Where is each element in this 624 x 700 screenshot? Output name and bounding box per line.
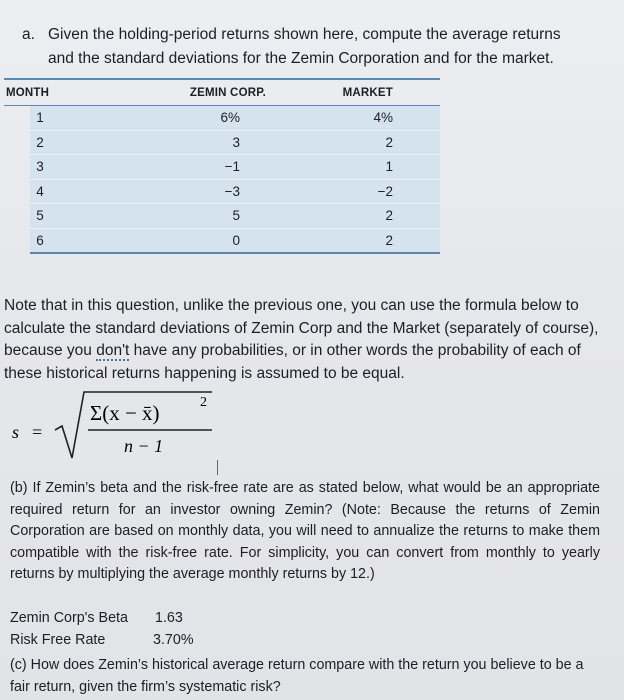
formula-equals: =	[32, 422, 43, 442]
cell-market: 2	[385, 208, 393, 224]
table-row	[30, 154, 440, 179]
cell-month: 1	[36, 110, 44, 126]
table-row	[30, 106, 440, 130]
cell-month: 4	[36, 183, 44, 199]
cell-market: 1	[385, 159, 393, 175]
beta-row	[10, 610, 183, 626]
cell-zemin: 5	[232, 208, 240, 224]
table-body	[30, 106, 440, 254]
table-row	[30, 130, 440, 155]
returns-table	[4, 78, 440, 254]
formula-denominator: n − 1	[124, 436, 164, 456]
cell-zemin: −1	[224, 159, 240, 175]
cell-month: 5	[36, 208, 44, 224]
cell-market: −2	[377, 183, 393, 199]
formula-exponent: 2	[200, 395, 207, 410]
question-a-line1: Given the holding-period returns shown here, compute the average returns	[48, 26, 561, 43]
table-row	[30, 228, 440, 253]
cell-month: 2	[36, 134, 44, 150]
beta-value: 1.63	[155, 610, 183, 626]
std-dev-formula	[12, 388, 232, 468]
table-row	[30, 203, 440, 228]
note-part1: Note that in this question, unlike the previous one, you can use the formula below to calculate the standard deviations of Zemin Corp and the Market (separately of course), because you	[4, 297, 599, 359]
section-c-text: (c) How does Zemin’s historical average return compare with the return you believe to be a fair return, given the firm’s systematic risk?	[10, 657, 584, 695]
question-a	[22, 23, 617, 71]
note-dont: don't	[96, 342, 130, 359]
risk-free-row	[10, 632, 194, 648]
text-cursor	[217, 460, 218, 475]
note-part2: have any probabilities, or in other words the probability of each of these historical returns happening is assumed to be equal.	[4, 342, 581, 382]
question-a-number: a.	[22, 26, 35, 43]
cell-month: 3	[36, 159, 44, 175]
section-b-text: (b) If Zemin’s beta and the risk-free rate are as stated below, what would be an appropriate required return for an investor owning Zemin? (Note: Because the returns of Zemin Corporation are based on monthly data, you will need to annualize the returns to make them compatible with the risk-free rate. For simplicity, you can convert from monthly to yearly returns by multiplying the average monthly returns by 12.)	[10, 480, 600, 583]
table-header	[4, 80, 440, 106]
cell-zemin: 6%	[220, 110, 240, 126]
cell-market: 2	[385, 134, 393, 150]
cell-market: 4%	[373, 110, 393, 126]
cell-zemin: 0	[232, 232, 240, 248]
formula-numerator: Σ(x − x̄)	[90, 401, 160, 425]
risk-free-value: 3.70%	[153, 632, 194, 648]
formula-lhs: s	[12, 422, 20, 442]
header-zemin: ZEMIN CORP.	[189, 86, 266, 99]
cell-zemin: 3	[232, 134, 240, 150]
question-a-line2: and the standard deviations for the Zemin Corporation and for the market.	[48, 50, 554, 67]
cell-month: 6	[36, 232, 44, 248]
cell-market: 2	[385, 232, 393, 248]
note-paragraph	[4, 295, 612, 385]
header-market: MARKET	[342, 86, 393, 99]
table-row	[30, 179, 440, 204]
beta-label: Zemin Corp's Beta	[10, 610, 128, 626]
cell-zemin: −3	[224, 183, 240, 199]
header-month: MONTH	[6, 86, 50, 99]
risk-free-label: Risk Free Rate	[10, 632, 106, 648]
